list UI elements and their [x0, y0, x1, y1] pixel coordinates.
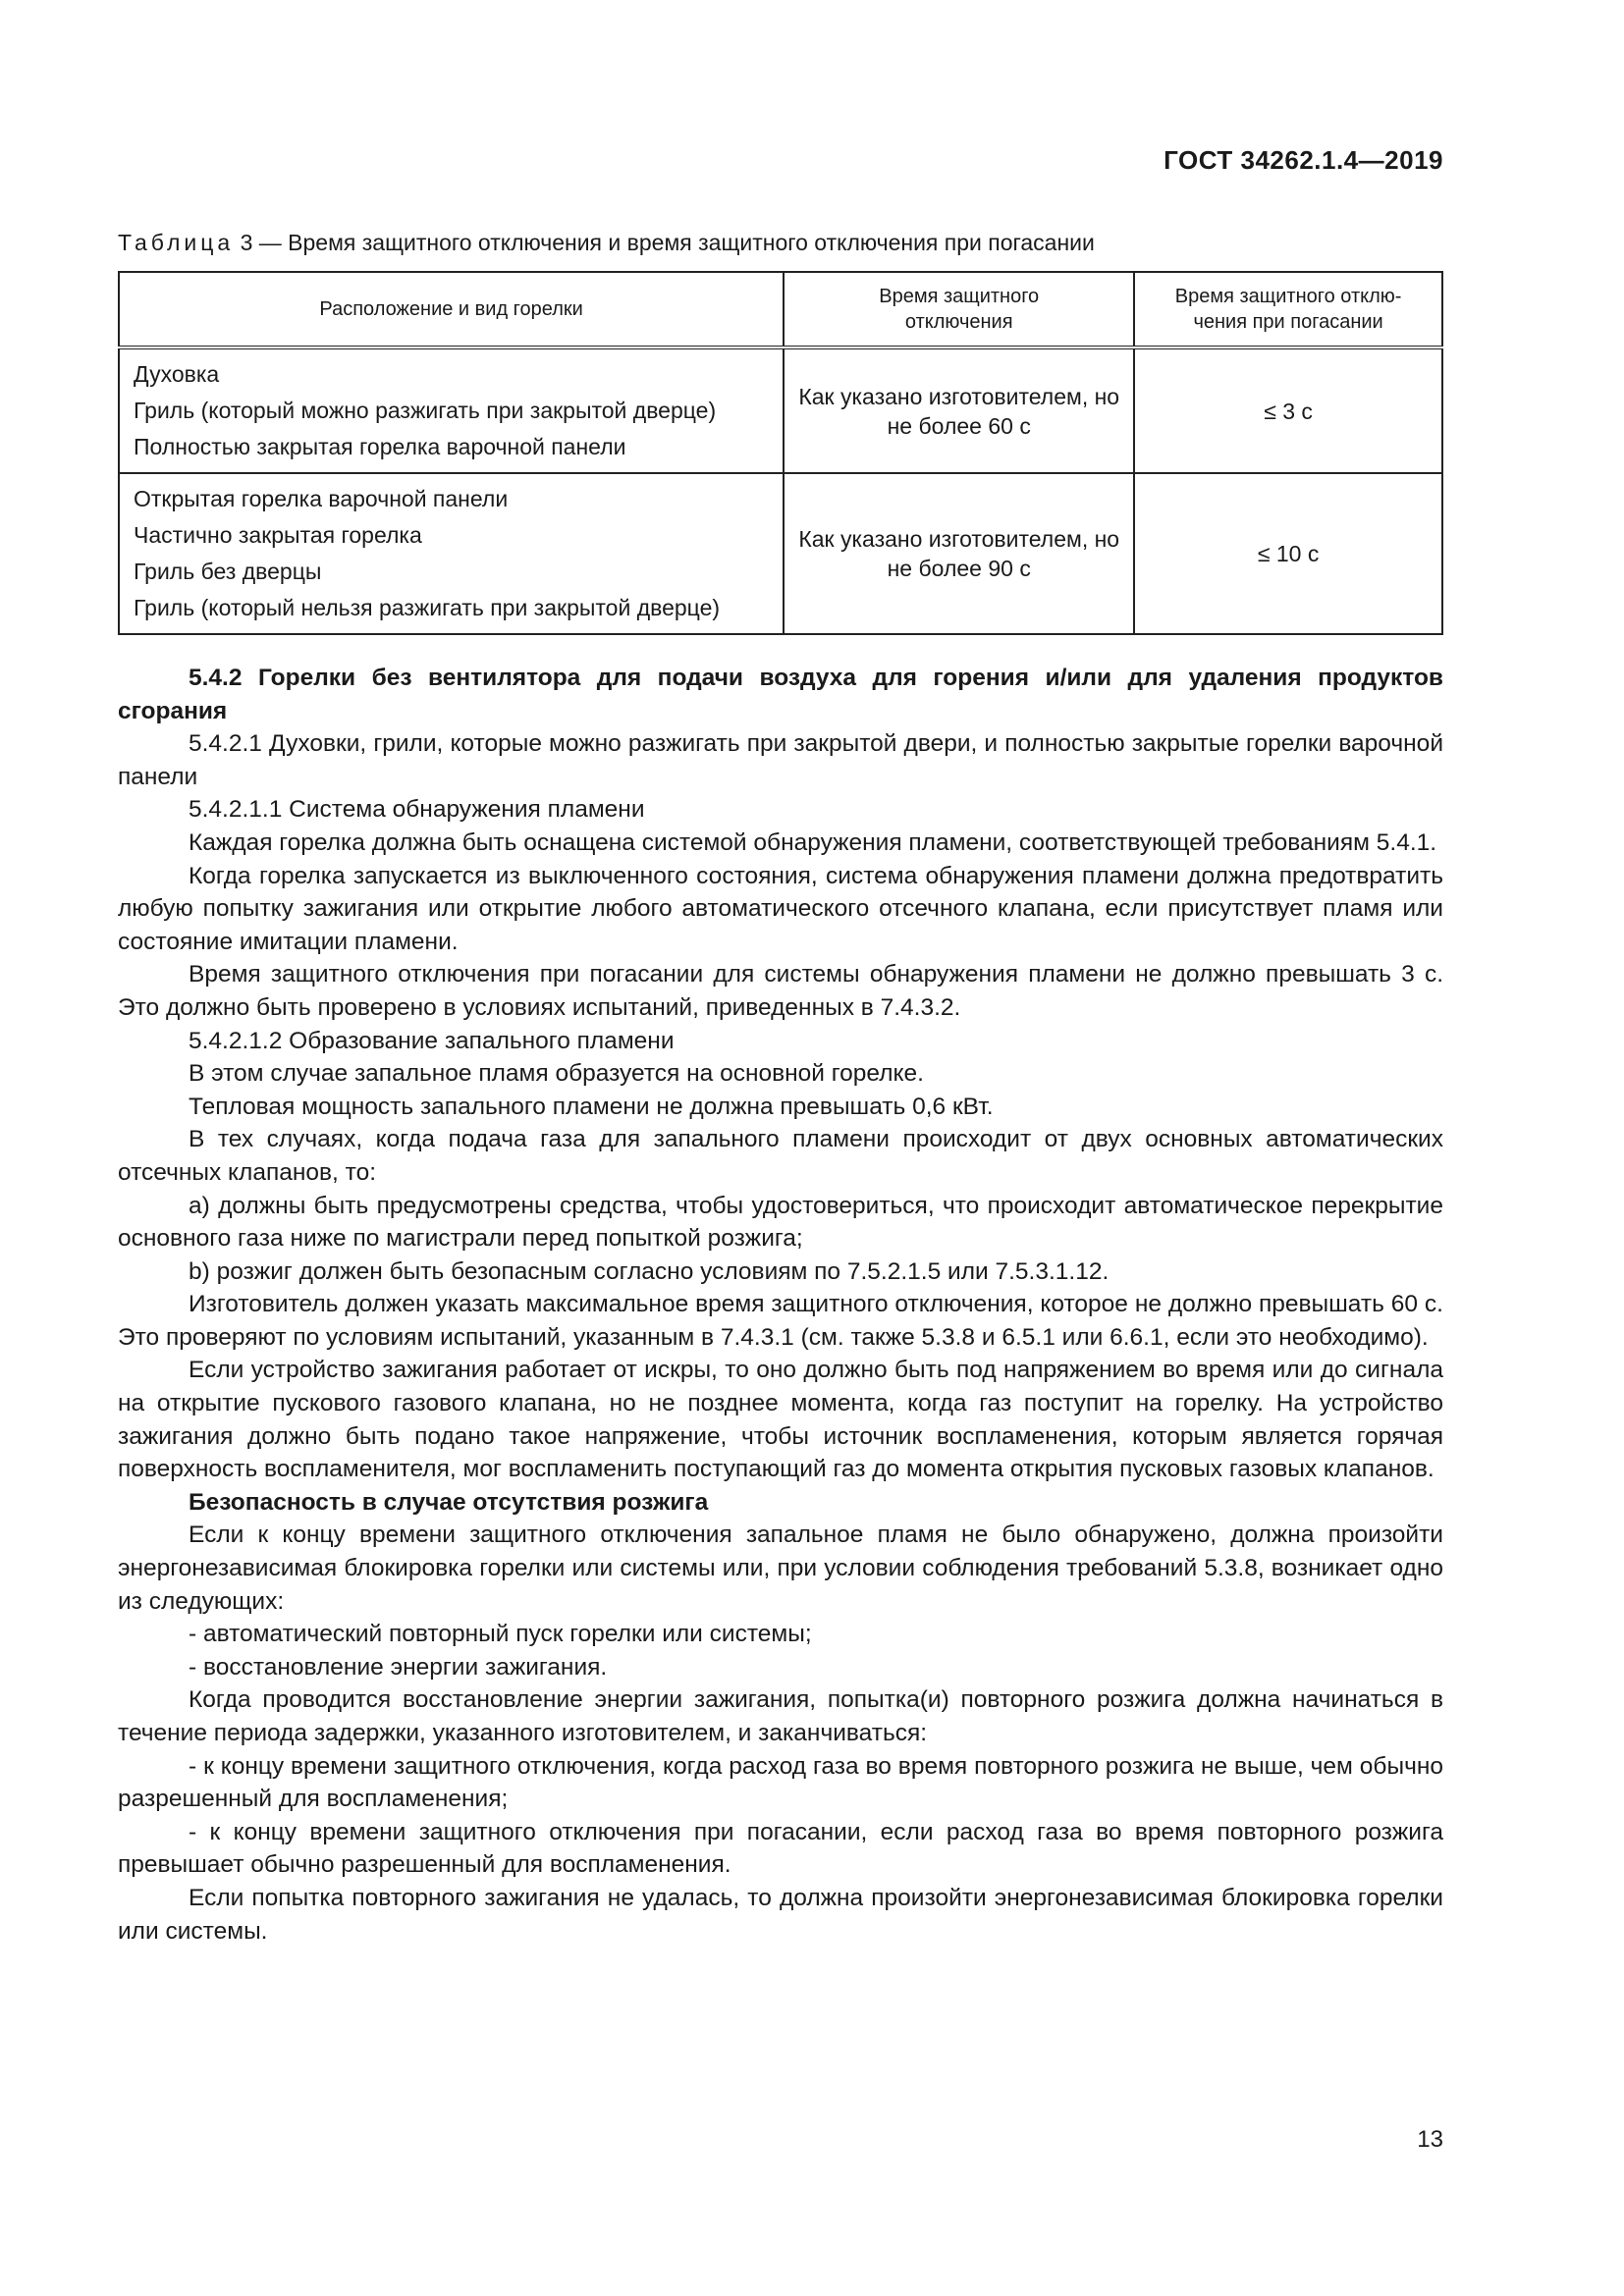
paragraph: 5.4.2.1.1 Система обнаружения пламени — [189, 796, 645, 824]
page-number: 13 — [1417, 2126, 1443, 2153]
list-item: - к концу времени защитного отключения при погасании, если расход газа во время повторного розжига превышает обычно разрешенный для воспламенения. — [118, 1818, 1443, 1879]
table-row — [119, 347, 1442, 473]
section-heading: 5.4.2 Горелки без вентилятора для подачи воздуха для горения и/или для удаления продуктов сгорания — [118, 665, 1443, 724]
safety-time-cell: Как указано изготовителем, но не более 60 с — [784, 347, 1134, 473]
burner-location: Гриль (который нельзя разжигать при закрытой дверце) — [134, 595, 721, 620]
list-item: - автоматический повторный пуск горелки или системы; — [189, 1621, 812, 1648]
paragraph: a) должны быть предусмотрены средства, чтобы удостовериться, что происходит автоматическое перекрытие основного газа ниже по магистрали перед попыткой розжига; — [118, 1192, 1443, 1253]
paragraph: В тех случаях, когда подача газа для запального пламени происходит от двух основных автоматических отсечных клапанов, то: — [118, 1126, 1443, 1186]
table-caption-label: Таблица — [118, 230, 235, 255]
burner-location: Полностью закрытая горелка варочной панели — [134, 434, 626, 459]
paragraph: Когда проводится восстановление энергии зажигания, попытка(и) повторного розжига должна начинаться в течение периода задержки, указанного изготовителем, и заканчиваться: — [118, 1686, 1443, 1746]
column-header-burner-location: Расположение и вид горелки — [119, 272, 784, 347]
document-id: ГОСТ 34262.1.4—2019 — [1164, 145, 1443, 175]
paragraph: Каждая горелка должна быть оснащена системой обнаружения пламени, соответствующей требованиям 5.4.1. — [189, 828, 1437, 856]
list-item: - восстановление энергии зажигания. — [189, 1653, 608, 1681]
paragraph: В этом случае запальное пламя образуется на основной горелке. — [189, 1060, 924, 1088]
paragraph: Тепловая мощность запального пламени не должна превышать 0,6 кВт. — [189, 1093, 994, 1120]
extinction-time-cell: ≤ 3 с — [1134, 347, 1442, 473]
burner-location: Частично закрытая горелка — [134, 522, 422, 548]
document-body — [118, 662, 1443, 1948]
extinction-time-cell: ≤ 10 с — [1134, 473, 1442, 634]
paragraph: Если устройство зажигания работает от искры, то оно должно быть под напряжением во время или до сигнала на открытие пускового газового клапана, но не позднее момента, когда газ поступит на горелку. На устройство зажигания должно быть подано такое напряжение, чтобы источник воспламенения, которым является горячая поверхность воспламенителя, мог воспламенить поступающий газ до момента открытия пусковых газовых клапанов. — [118, 1357, 1443, 1483]
burner-location: Духовка — [134, 361, 220, 387]
burner-locations-cell — [119, 473, 784, 634]
paragraph: Если к концу времени защитного отключения запальное пламя не было обнаружено, должна произойти энергонезависимая блокировка горелки или системы или, при условии соблюдения требований 5.3.8, возникает одно из следующих: — [118, 1522, 1443, 1615]
burner-safety-time-table — [118, 271, 1443, 635]
table-row — [119, 473, 1442, 634]
column-header-extinction-time: Время защитного отклю-чения при погасании — [1134, 272, 1442, 347]
table-caption-text: 3 — Время защитного отключения и время защитного отключения при погасании — [234, 230, 1095, 255]
subsection-heading: Безопасность в случае отсутствия розжига — [189, 1488, 709, 1516]
paragraph: Время защитного отключения при погасании для системы обнаружения пламени не должно превышать 3 с. Это должно быть проверено в условиях испытаний, приведенных в 7.4.3.2. — [118, 961, 1443, 1021]
paragraph: b) розжиг должен быть безопасным согласно условиям по 7.5.2.1.5 или 7.5.3.1.12. — [189, 1257, 1110, 1285]
safety-time-cell: Как указано изготовителем, но не более 90 с — [784, 473, 1134, 634]
burner-location: Гриль без дверцы — [134, 559, 322, 584]
table-header-row — [119, 272, 1442, 347]
paragraph: 5.4.2.1.2 Образование запального пламени — [189, 1027, 675, 1054]
list-item: - к концу времени защитного отключения, когда расход газа во время повторного розжига не выше, чем обычно разрешенный для воспламенения; — [118, 1752, 1443, 1813]
burner-location: Открытая горелка варочной панели — [134, 486, 509, 511]
paragraph: Изготовитель должен указать максимальное время защитного отключения, которое не должно превышать 60 с. Это проверяют по условиям испытаний, указанным в 7.4.3.1 (см. также 5.3.8 и 6.5.1 или 6.6.1, если это необходимо). — [118, 1291, 1443, 1351]
table-caption — [118, 230, 1095, 256]
burner-locations-cell — [119, 347, 784, 473]
paragraph: 5.4.2.1 Духовки, грили, которые можно разжигать при закрытой двери, и полностью закрытые горелки варочной панели — [118, 730, 1443, 790]
burner-location: Гриль (который можно разжигать при закрытой дверце) — [134, 398, 717, 423]
paragraph: Если попытка повторного зажигания не удалась, то должна произойти энергонезависимая блокировка горелки или системы. — [118, 1884, 1443, 1945]
column-header-safety-time: Время защитного отключения — [784, 272, 1134, 347]
paragraph: Когда горелка запускается из выключенного состояния, система обнаружения пламени должна предотвратить любую попытку зажигания или открытие любого автоматического отсечного клапана, если присутствует пламя или состояние имитации пламени. — [118, 862, 1443, 955]
